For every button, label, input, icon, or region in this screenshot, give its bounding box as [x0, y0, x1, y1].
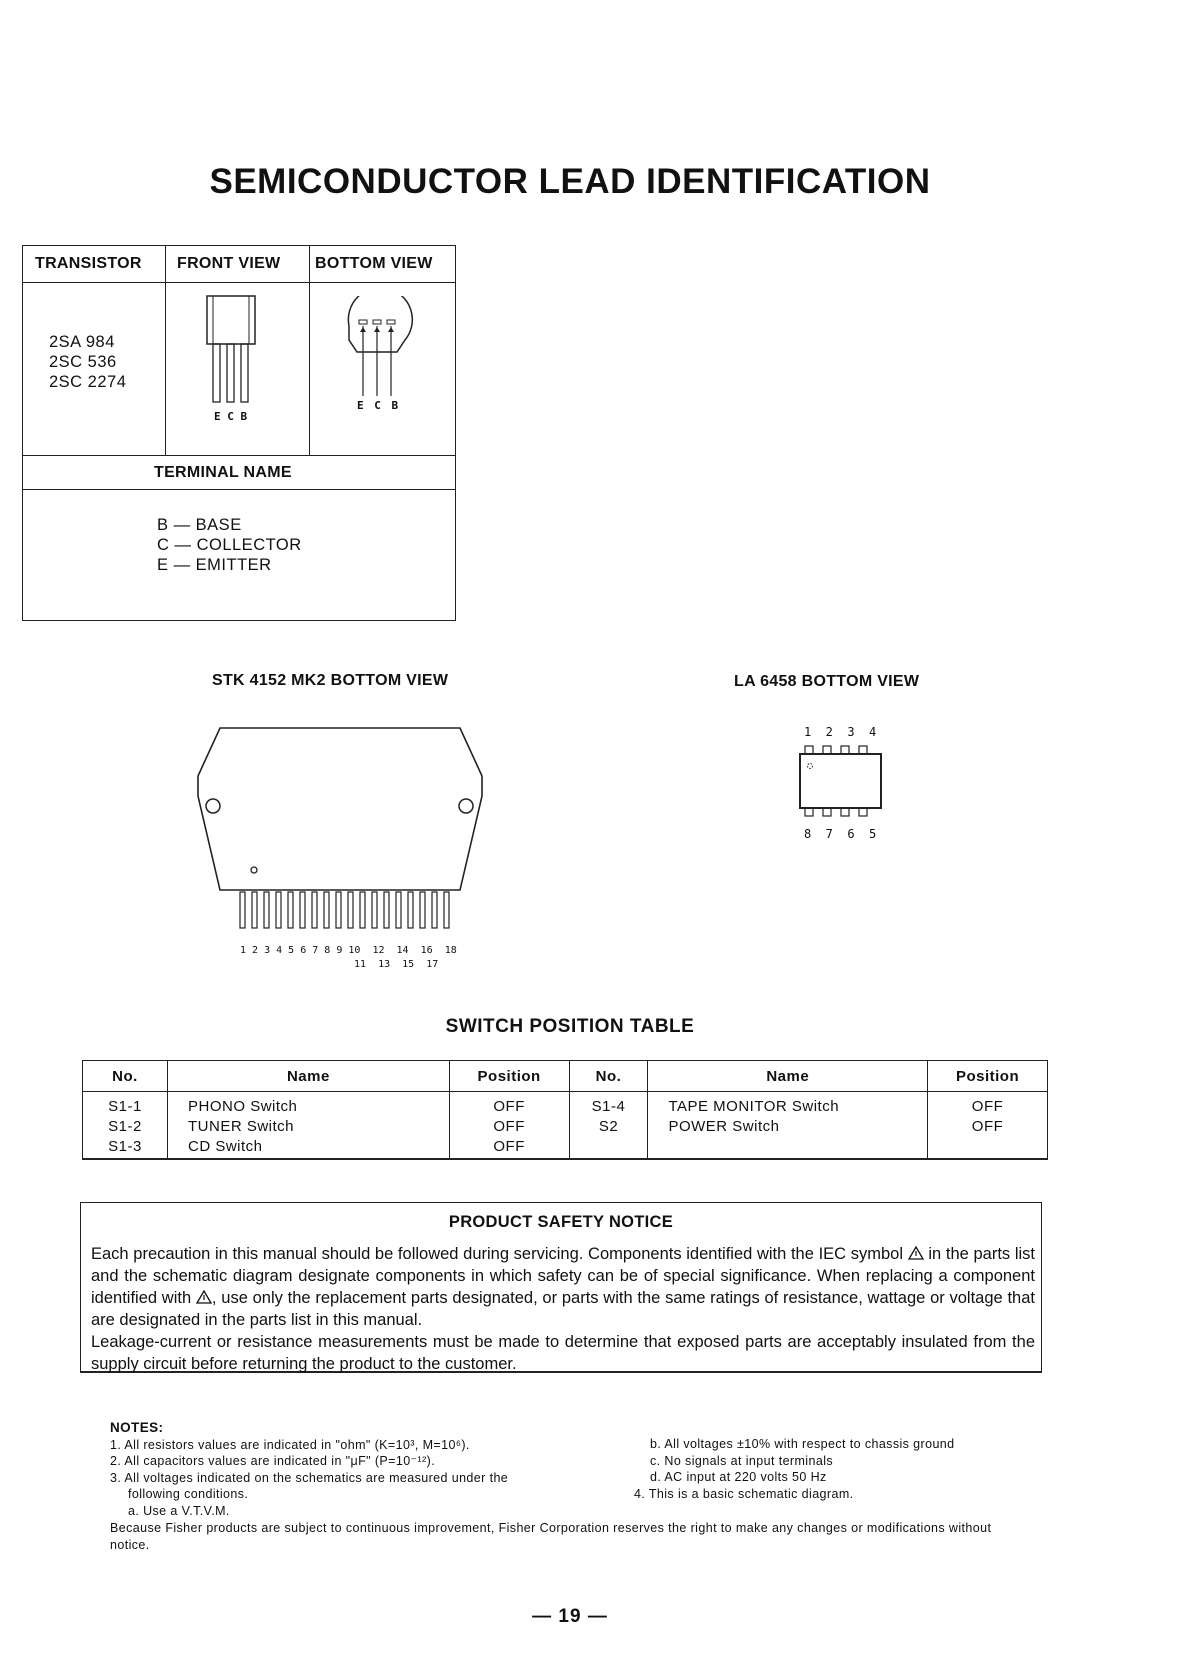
page-title: SEMICONDUCTOR LEAD IDENTIFICATION	[209, 162, 931, 201]
switch-no: S2	[569, 1116, 648, 1136]
part-number: 2SC 2274	[49, 373, 127, 391]
note-item: 2. All capacitors values are indicated in "μF" (P=10⁻¹²).	[110, 1454, 436, 1468]
switch-position: OFF	[928, 1092, 1048, 1117]
switch-position: OFF	[928, 1116, 1048, 1136]
switch-name: POWER Switch	[648, 1116, 928, 1136]
switch-no: S1-4	[569, 1092, 648, 1117]
part-number: 2SA 984	[49, 333, 115, 351]
table-rule	[23, 282, 455, 283]
safety-text: Each precaution in this manual should be followed during servicing. Components identified with the IEC symbol	[91, 1245, 904, 1263]
switch-table-title: SWITCH POSITION TABLE	[445, 1016, 695, 1037]
terminal-list	[157, 515, 302, 575]
la-pin-numbers-top: 1 2 3 4	[804, 725, 877, 739]
terminal-emitter: E — EMITTER	[157, 556, 272, 574]
table-row	[83, 1116, 1048, 1136]
switch-position: OFF	[449, 1116, 569, 1136]
table-row	[83, 1136, 1048, 1159]
la-bottom-view-drawing	[796, 742, 886, 822]
safety-text: , use only the replacement parts designated, or parts with the same ratings of resistance, wattage or voltage that are designated in the parts list in this manual.	[91, 1289, 1035, 1329]
empty-cell	[569, 1136, 648, 1159]
table-row	[83, 1092, 1048, 1117]
header-bottom-view: BOTTOM VIEW	[315, 255, 433, 272]
table-rule	[309, 246, 310, 455]
col-header-no: No.	[569, 1061, 648, 1092]
note-item: 1. All resistors values are indicated in "ohm" (K=10³, M=10⁶).	[110, 1437, 470, 1452]
terminal-name-header: TERMINAL NAME	[154, 464, 292, 481]
col-header-no: No.	[83, 1061, 168, 1092]
table-rule	[23, 455, 455, 456]
notes-right	[634, 1436, 1054, 1502]
part-list	[49, 332, 126, 392]
notes-left	[110, 1420, 650, 1519]
notes-heading: NOTES:	[110, 1420, 164, 1435]
terminal-collector: C — COLLECTOR	[157, 536, 302, 554]
switch-no: S1-2	[83, 1116, 168, 1136]
switch-position-table	[82, 1060, 1048, 1160]
table-rule	[165, 246, 166, 455]
col-header-position: Position	[449, 1061, 569, 1092]
col-header-name: Name	[648, 1061, 928, 1092]
front-lead-labels: E C B	[214, 410, 248, 423]
bottom-lead-labels: E C B	[357, 399, 401, 412]
switch-position: OFF	[449, 1092, 569, 1117]
note-item: 3. All voltages indicated on the schematics are measured under the	[110, 1470, 509, 1485]
col-header-name: Name	[168, 1061, 450, 1092]
switch-no: S1-1	[83, 1092, 168, 1117]
switch-no: S1-3	[83, 1136, 168, 1159]
transistor-front-view-drawing	[203, 294, 273, 406]
note-item: d. AC input at 220 volts 50 Hz	[650, 1470, 827, 1484]
switch-name: TUNER Switch	[168, 1116, 450, 1136]
fisher-disclaimer: Because Fisher products are subject to continuous improvement, Fisher Corporation reserves the right to make any changes or modifications without notice.	[110, 1521, 992, 1552]
col-header-position: Position	[928, 1061, 1048, 1092]
transistor-lead-table	[22, 245, 456, 621]
note-item: a. Use a V.T.V.M.	[128, 1503, 230, 1518]
iec-warning-icon	[908, 1246, 924, 1260]
stk-diagram-label: STK 4152 MK2 BOTTOM VIEW	[212, 672, 449, 689]
la-pin-numbers-bottom: 8 7 6 5	[804, 827, 877, 841]
product-safety-notice	[80, 1202, 1042, 1373]
safety-text: in the parts list and the schematic diagram designate components in which safety can be of special significance. When replacing a component identified with	[91, 1245, 1035, 1307]
note-item: following conditions.	[128, 1487, 249, 1501]
part-number: 2SC 536	[49, 353, 117, 371]
page-number: — 19 —	[532, 1606, 608, 1627]
switch-name: TAPE MONITOR Switch	[648, 1092, 928, 1117]
switch-name: CD Switch	[168, 1136, 450, 1159]
stk-bottom-view-drawing	[192, 726, 492, 946]
stk-pin-numbers-top: 1 2 3 4 5 6 7 8 9 10 12 14 16 18	[240, 945, 457, 956]
note-item: c. No signals at input terminals	[650, 1453, 834, 1468]
safety-text: Leakage-current or resistance measurements must be made to determine that exposed parts are acceptably insulated from the supply circuit before returning the product to the customer.	[91, 1333, 1035, 1373]
header-transistor: TRANSISTOR	[35, 255, 142, 272]
terminal-base: B — BASE	[157, 516, 242, 534]
switch-name: PHONO Switch	[168, 1092, 450, 1117]
la-diagram-label: LA 6458 BOTTOM VIEW	[734, 673, 920, 690]
table-header-row	[83, 1061, 1048, 1092]
table-rule	[23, 489, 455, 490]
empty-cell	[928, 1136, 1048, 1159]
empty-cell	[648, 1136, 928, 1159]
transistor-bottom-view-drawing	[339, 296, 419, 406]
stk-pin-numbers-bottom: 11 13 15 17	[354, 959, 439, 970]
iec-warning-icon	[196, 1290, 212, 1304]
header-front-view: FRONT VIEW	[177, 255, 281, 272]
switch-position: OFF	[449, 1136, 569, 1159]
safety-notice-body	[91, 1243, 1035, 1375]
safety-notice-title: PRODUCT SAFETY NOTICE	[448, 1213, 674, 1231]
note-item: b. All voltages ±10% with respect to chassis ground	[650, 1437, 955, 1451]
note-item: 4. This is a basic schematic diagram.	[634, 1486, 854, 1501]
